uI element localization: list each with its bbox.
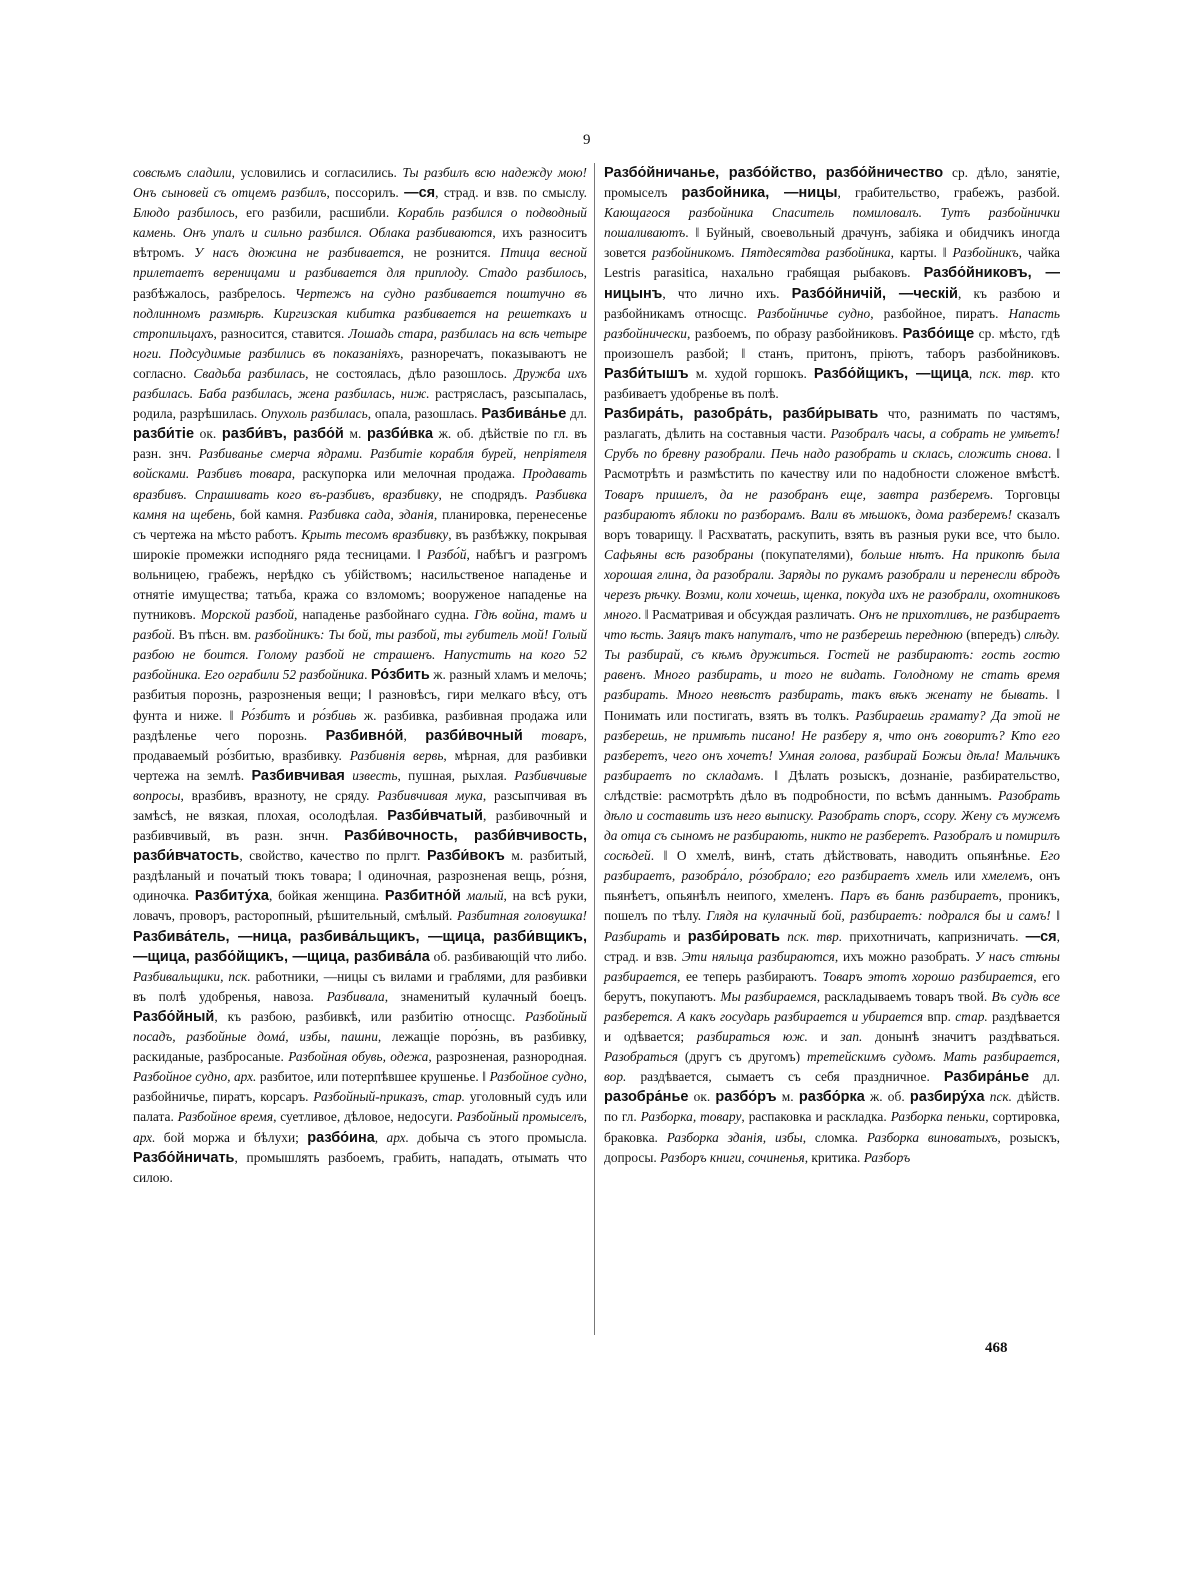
right-column-entry-razbirat: Разбира́ть, разобра́ть, разби́рывать что, разнимать по частямъ, разлагать, дѣлить на составныя части. Разобралъ часы, а собрать не умѣетъ! Срубъ по бревну разобрали. Печь надо разобрать и склась, сложить снова. ‖ Расмотрѣть и размѣстить по качеству или по надобности сложеное вмѣстѣ. Товаръ пришелъ, да не разобранъ еще, завтра разберемъ. Торговцы разбираютъ яблоки по разборамъ. Вали въ мѣшокъ, дома разберемъ! сказалъ воръ товарищу. ‖ Расхватать, раскупить, взять въ разныя руки все, что было. Сафьяны всѣ разобраны (покупателями), больше нѣтъ. На прикопѣ была хорошая глина, да разобрали. Заряды по рукамъ разобрали и перенесли вбродъ черезъ рѣчку. Возми, коли хочешь, щенка, покуда ихъ не разобрали, охотниковъ много. ‖ Расматривая и обсуждая различать. Онъ не прихотливъ, не разбираетъ что ѣсть. Заяцъ такъ напуталъ, что не разберешь переднюю (впередъ) слѣду. Ты разбирай, съ кѣмъ дружиться. Гостей не разбираютъ: гость гостю равенъ. Много разбирать, и того не видать. Голодному не стать время разбирать. Много невѣстъ разбирать, такъ вѣкъ женату не бывать. ‖ Понимать или постигать, взять въ толкъ. Разбираешь грамату? Да этой не разберешь, не примѣть писано! Не разберу я, что онъ говоритъ? Кто его разберетъ, чего онъ хочетъ! Умная голова, разбирай Божьи дѣла! Мальчикъ разбираетъ по складамъ. ‖ Дѣлать розыскъ, дознаніе, разбирательство, слѣдствіе: расмотрѣть дѣло въ подробности, по всѣмъ даннымъ. Разобрать дѣло и составить изъ него выписку. Разобрать споръ, ссору. Жену съ мужемъ да отца съ сыномъ не разбирають, никто не разберетъ. Разобралъ и помирилъ сосѣдей. ‖ О хмелѣ, винѣ, стать дѣйствовать, наводить опьянѣнье. Его разбираетъ, разобра́ло, ро́зобрало; его разбираетъ хмель или хмелемъ, онъ пьянѣетъ, опьянѣлъ неипого, хмеленъ. Паръ въ банѣ разбираетъ, проникъ, пошелъ по тѣлу. Глядя на кулачный бой, разбираетъ: подрался бы и самъ! ‖ Разбирать и разби́ровать пск. твр. прихотничать, капризничать. —ся, страд. и взв. Эти нялыца разбираются, ихъ можно разобрать. У насъ стѣны разбирается, ее теперь разбираютъ. Товаръ этотъ хорошо разбирается, его берутъ, покупаютъ. Мы разбираемся, раскладываемъ товаръ твой. Въ судѣ все разберется. А какъ государь разбирается и убирается впр. стар. раздѣвается и одѣвается; разбираться юж. и зап. донынѣ значитъ раздѣваться. Разобраться (другъ съ другомъ) третейскимъ судомъ. Мать разбирается, вор. раздѣвается, сымаетъ съ себя праздничное. Разбира́нье дл. разобра́нье ок. разбо́ръ м. разбо́рка ж. об. разбиру́ха пск. дѣйств. по гл. Разборка, товару, распаковка и раскладка. Разборка пеньки, сортировка, браковка. Разборка зданія, избы, сломка. Разборка виноватыхъ, розыскъ, допросы. Разборъ книги, сочиненья, критика. Разборъ	[604, 406, 1061, 1165]
column-number: 9	[583, 132, 591, 148]
right-column-entry-razboinichanie: Разбо́йничанье, разбо́йство, разбо́йничество ср. дѣло, занятіе, промыселъ разбойника, —ницы, грабительство, грабежъ, разбой. Кающагося разбойника Спаситель помиловалъ. Тутъ разбойнички пошаливаютъ. ‖ Буйный, своевольный драчунъ, забіяка и обидчикъ иногда зовется разбойникомъ. Пятдесятдва разбойника, карты. ‖ Разбойникъ, чайка Lestris parasitica, нахально грабящая рыбаковъ. Разбо́йниковъ, —ницынъ, что лично ихъ. Разбо́йничій, —ческій, къ разбою и разбойникамъ относщс. Разбойничье судно, разбойное, пиратъ. Напасть разбойнически, разбоемъ, по образу разбойниковъ. Разбо́ище ср. мѣсто, гдѣ произошелъ разбой; ‖ станъ, притонъ, пріютъ, таборъ разбойниковъ. Разби́тышъ м. худой горшокъ. Разбо́йщикъ, —щица, пск. твр. кто разбиваетъ удобренье въ полѣ.	[604, 165, 1060, 402]
left-column	[133, 163, 587, 1188]
right-column	[604, 163, 1060, 1168]
column-divider	[594, 163, 595, 1335]
left-column-text: совсѣмъ сладили, условились и согласились. Ты разбилъ всю надежду мою! Онъ сыновей съ отцемъ разбилъ, поссорилъ. —ся, страд. и взв. по смыслу. Блюдо разбилось, его разбили, расшибли. Корабль разбился о подводный камень. Онъ упалъ и сильно разбился. Облака разбиваются, ихъ разноситъ вѣтромъ. У насъ дюжина не разбивается, не рознится. Птица весной прилетаетъ вереницами и разбивается для приплоду. Стадо разбилось, разбѣжалось, разбрелось. Чертежъ на судно разбивается поштучно въ подлинномъ размѣрѣ. Киргизская кибитка разбивается на решеткахъ и стропильцахъ, разносится, ставится. Лошадь стара, разбилась на всѣ четыре ноги. Подсудимые разбились въ показаніяхъ, разноречатъ, показываютъ не согласно. Свадьба разбилась, не состоялась, дѣло разошлось. Дружба ихъ разбилась. Баба разбилась, жена разбилась, ниж. растрясласъ, разсыпалась, родила, разрѣшилась. Опухоль разбилась, опала, разошлась. Разбива́нье дл. разби́тіе ок. разби́въ, разбо́й м. разби́вка ж. об. дѣйствіе по гл. въ разн. знч. Разбиванье смерча ядрами. Разбитіе корабля бурей, непріятеля войсками. Разбивъ товара, раскупорка или мелочная продажа. Продавать вразбивъ. Спрашивать кого въ-разбивъ, вразбивку, не сподрядъ. Разбивка камня на щебень, бой камня. Разбивка сада, зданія, планировка, перенесенье съ чертежа на мѣсто работъ. Крыть тесомъ вразбивку, въ разбѣжку, покрывая широкіе промежки исподняго ряда тесницами. ‖ Разбо́й, набѣгъ и разгромъ вольницею, грабежъ, нерѣдко съ убійствомъ; насильственое нападенье и отнятіе имущества; татьба, кража со взломомъ; вооруженое нападенье на путниковъ. Морской разбой, нападенье разбойнаго судна. Гдѣ война, тамъ и разбой. Въ пѣсн. вм. разбойникъ: Ты бой, ты разбой, ты губитель мой! Голый разбою не боится. Голому разбой не страшенъ. Напустить на кого 52 разбойника. Его ограбили 52 разбойника. Ро́збить ж. разный хламъ и мелочь; разбитыя порознь, разрозненыя вещи; ‖ разновѣсъ, гири мелкаго вѣсу, отъ фунта и ниже. ‖ Ро́збитъ и ро́збивь ж. разбивка, разбивная продажа или раздѣленье чего порознь. Разбивно́й, разби́вочный товаръ, продаваемый ро́збитью, вразбивку. Разбивнія вервь, мѣрная, для разбивки чертежа на землѣ. Разбивчивая известь, пушная, рыхлая. Разбивчивые вопросы, вразбивъ, вразноту, не сряду. Разбивчивая мука, разсыпчивая въ замѣсѣ, не вязкая, плохая, осолодѣлая. Разби́вчатый, разбивочный и разбивчивый, въ разн. знчн. Разби́вочность, разби́вчивость, разби́вчатость, свойство, качество по прлгт. Разби́вокъ м. разбитый, раздѣланый и початый тюкъ товара; ‖ одиночная, разрозненая вещь, ро́зня, одиночка. Разбиту́ха, бойкая женщина. Разбитно́й малый, на всѣ руки, ловачъ, проворъ, расторопный, рѣшительный, смѣлый. Разбитная головушка! Разбива́тель, —ница, разбива́льщикъ, —щица, разби́вщикъ, —щица, разбо́йщикъ, —щица, разбива́ла об. разбивающій что либо. Разбивальщики, пск. работники, —ницы съ вилами и граблями, для разбивки въ полѣ удобренья, навоза. Разбивала, знаменитый кулачный боецъ. Разбо́йный, къ разбою, разбивкѣ, или разбитію относщс. Разбойный посадъ, разбойные домá, избы, пашни, лежащіе поро́знь, въ разбивку, раскиданые, разбросаные. Разбойная обувь, одежа, разрозненая, разнородная. Разбойное судно, арх. разбитое, или потерпѣвшее крушенье. ‖ Разбойное судно, разбойничье, пиратъ, корсаръ. Разбойный-приказъ, стар. уголовный судъ или палата. Разбойное время, суетливое, дѣловое, недосуги. Разбойный промыселъ, арх. бой моржа и бѣлухи; разбо́ина, арх. добыча съ этого промысла. Разбо́йничать, промышлять разбоемъ, грабить, нападать, отымать что силою.	[133, 165, 588, 1185]
page-number: 468	[985, 1340, 1008, 1356]
